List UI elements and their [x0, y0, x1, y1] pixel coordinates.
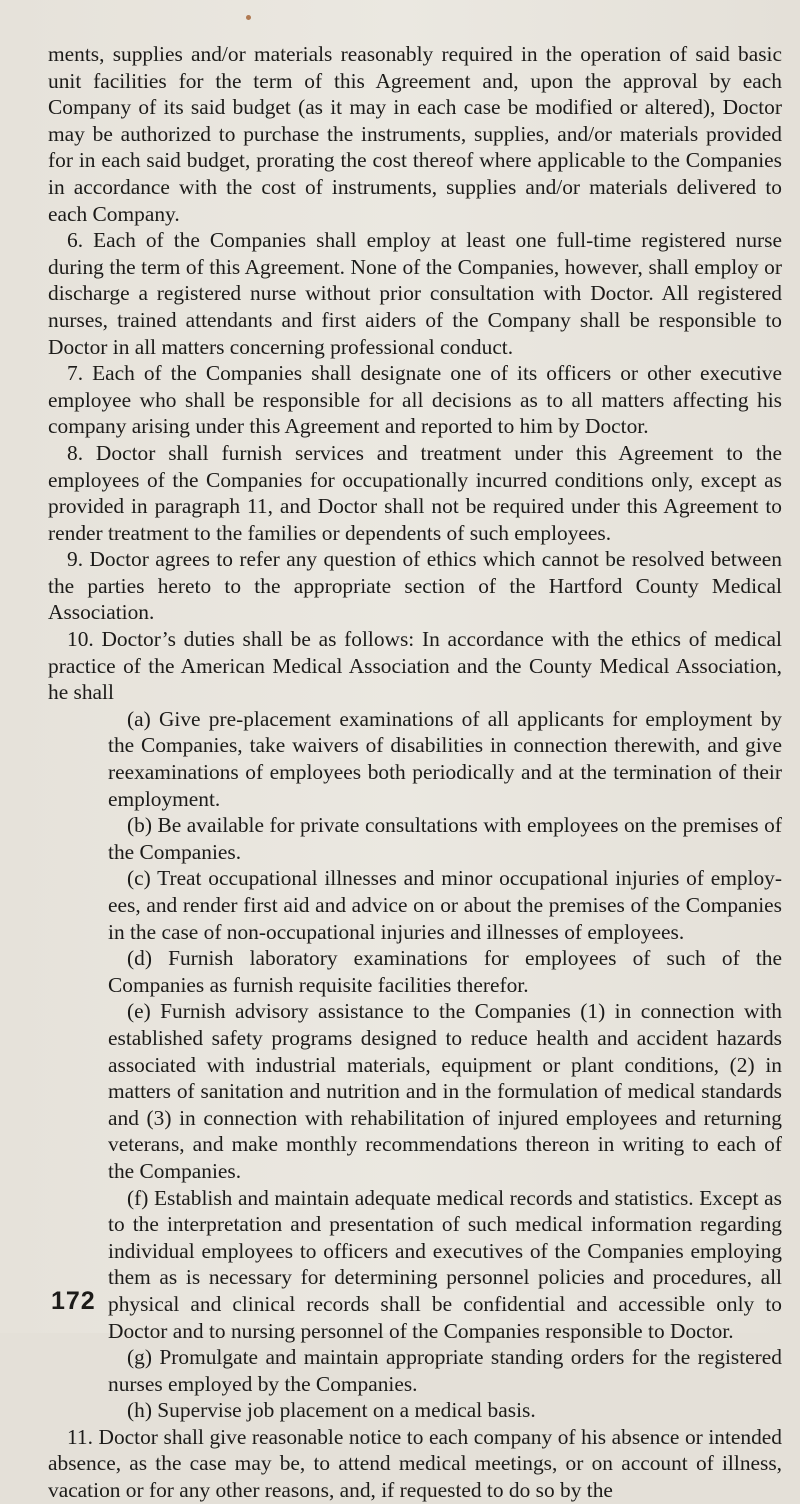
paragraph-8: 8. Doctor shall furnish services and treatment under this Agreement to the employees of the Companies for occupationally incurred conditions only, except as provided in paragraph 11, and Doctor shall not be required under this Agreement to render treatment to the families or dependents of such employees.	[48, 440, 782, 545]
subparagraph-c: (c) Treat occupational illnesses and minor occupational injuries of employ- ees, and render first aid and advice on or about the premises of the Companies in the case of non-occupational injuries and illnesses of employees.	[108, 866, 782, 944]
ink-speck	[246, 15, 251, 20]
paragraph-7: 7. Each of the Companies shall designate one of its officers or other executive employee who shall be responsible for all decisions as to all matters affecting his company arising under this Agreement and reported to him by Doctor.	[48, 361, 782, 439]
paragraph-6: 6. Each of the Companies shall employ at least one full-time registered nurse during the term of this Agreement. None of the Companies, however, shall employ or discharge a registered nurse without prior consultation with Doctor. All registered nurses, trained attendants and first aiders of the Company shall be responsible to Doctor in all matters concerning professional conduct.	[48, 228, 782, 359]
subparagraph-g: (g) Promulgate and maintain appropriate standing orders for the registered nurses employed by the Companies.	[108, 1345, 782, 1396]
paragraph-10: 10. Doctor’s duties shall be as follows: In accordance with the ethics of medical practice of the American Medical Association and the County Medical Association, he shall	[48, 627, 782, 705]
paragraph-9: 9. Doctor agrees to refer any question of ethics which cannot be resolved between the parties hereto to the appropriate section of the Hartford County Medical Association.	[48, 547, 782, 625]
subparagraph-h: (h) Supervise job placement on a medical basis.	[127, 1398, 536, 1423]
page-number: 172	[51, 1287, 96, 1315]
subparagraph-b: (b) Be available for private consultations with employees on the premises of the Companies.	[108, 813, 782, 864]
continuation-paragraph: ments, supplies and/or materials reasonably required in the operation of said basic unit facilities for the term of this Agreement and, upon the approval by each Company of its said budget (as it may in each case be modified or altered), Doctor may be authorized to purchase the instruments, supplies, and/or materials provided for in each said budget, prorating the cost thereof where applicable to the Companies in accordance with the cost of instruments, supplies and/or materials delivered to each Company.	[48, 42, 782, 226]
subparagraph-a: (a) Give pre-placement examinations of all applicants for employment by the Companies, take waivers of disabilities in connection therewith, and give reexaminations of employees both periodically and at the termination of their employment.	[108, 706, 782, 811]
subparagraph-d: (d) Furnish laboratory examinations for employees of such of the Companies as furnish requisite facilities therefor.	[108, 946, 782, 997]
subparagraph-f: (f) Establish and maintain adequate medical records and statistics. Except as to the interpretation and presentation of such medical information regarding individual employees to officers and executives of the Companies employing them as is necessary for determining personnel policies and procedures, all physical and clinical records shall be confidential and accessible only to Doctor and to nursing personnel of the Companies responsible to Doctor.	[108, 1185, 782, 1343]
paragraph-11: 11. Doctor shall give reasonable notice to each company of his absence or intended absence, as the case may be, to attend medical meetings, or on account of illness, vacation or for any other reasons, and, if requested to do so by the	[48, 1424, 782, 1503]
subparagraph-e: (e) Furnish advisory assistance to the Companies (1) in connection with established safety programs designed to reduce health and accident hazards associated with industrial materials, equipment or plant conditions, (2) in matters of sanitation and nutrition and in the formulation of medical standards and (3) in connection with rehabilitation of injured employees and returning veterans, and make monthly recommendations thereon in writing to each of the Companies.	[108, 999, 782, 1183]
